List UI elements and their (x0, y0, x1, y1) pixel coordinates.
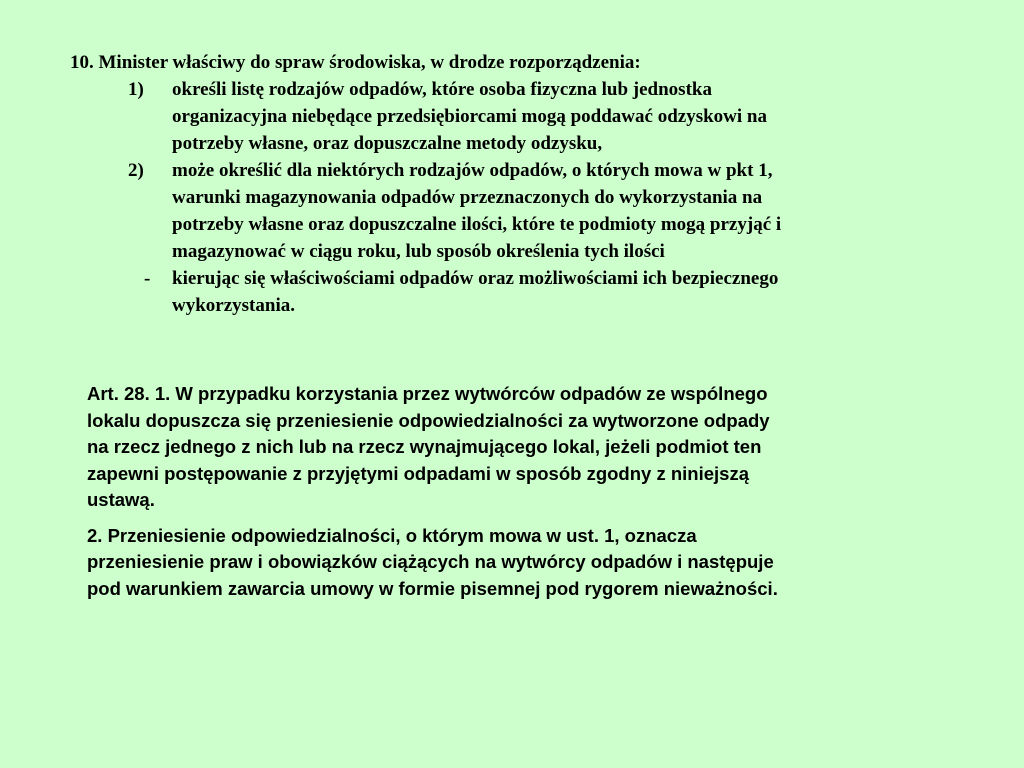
list-marker: 1) (128, 79, 144, 100)
list-marker: 2) (128, 160, 144, 181)
article-28-section (87, 381, 957, 611)
paragraph-line: na rzecz jednego z nich lub na rzecz wynajmującego lokal, jeżeli podmiot ten (87, 436, 762, 457)
list-item-2 (70, 157, 970, 265)
list-item-text-line: może określić dla niektórych rodzajów odpadów, o których mowa w pkt 1, (172, 160, 773, 181)
section-heading: 10. Minister właściwy do spraw środowiska, w drodze rozporządzenia: (70, 52, 641, 73)
paragraph-line: ustawą. (87, 489, 155, 510)
minister-regulation-section (70, 49, 970, 319)
article-paragraph-1 (87, 381, 957, 514)
list-marker: - (144, 268, 151, 289)
list-item-text-line: potrzeby własne oraz dopuszczalne ilości, które te podmioty mogą przyjąć i (172, 214, 782, 235)
paragraph-line: lokalu dopuszcza się przeniesienie odpowiedzialności za wytworzone odpady (87, 409, 770, 431)
article-paragraph-2 (87, 523, 957, 603)
list-item-text-line: potrzeby własne, oraz dopuszczalne metody odzysku, (172, 133, 603, 154)
paragraph-line: Art. 28. 1. W przypadku korzystania przez wytwórców odpadów ze wspólnego (87, 383, 768, 404)
list-item-text-line: organizacyjna niebędące przedsiębiorcami mogą poddawać odzyskowi na (172, 106, 767, 127)
list-item-text-line: warunki magazynowania odpadów przeznaczonych do wykorzystania na (172, 187, 763, 208)
list-item-text-line: kierując się właściwościami odpadów oraz możliwościami ich bezpiecznego (172, 268, 779, 289)
list-item-text-line: określi listę rodzajów odpadów, które osoba fizyczna lub jednostka (172, 79, 712, 100)
paragraph-line: pod warunkiem zawarcia umowy w formie pisemnej pod rygorem nieważności. (87, 577, 778, 599)
paragraph-line: 2. Przeniesienie odpowiedzialności, o którym mowa w ust. 1, oznacza (87, 524, 697, 546)
paragraph-line: zapewni postępowanie z przyjętymi odpadami w sposób zgodny z niniejszą (87, 462, 749, 484)
list-item-dash (70, 265, 970, 319)
list-item-1 (70, 76, 970, 157)
paragraph-line: przeniesienie praw i obowiązków ciążących na wytwórcy odpadów i następuje (87, 551, 774, 572)
list-item-text-line: wykorzystania. (172, 295, 295, 316)
list-item-text-line: magazynować w ciągu roku, lub sposób określenia tych ilości (172, 241, 665, 262)
